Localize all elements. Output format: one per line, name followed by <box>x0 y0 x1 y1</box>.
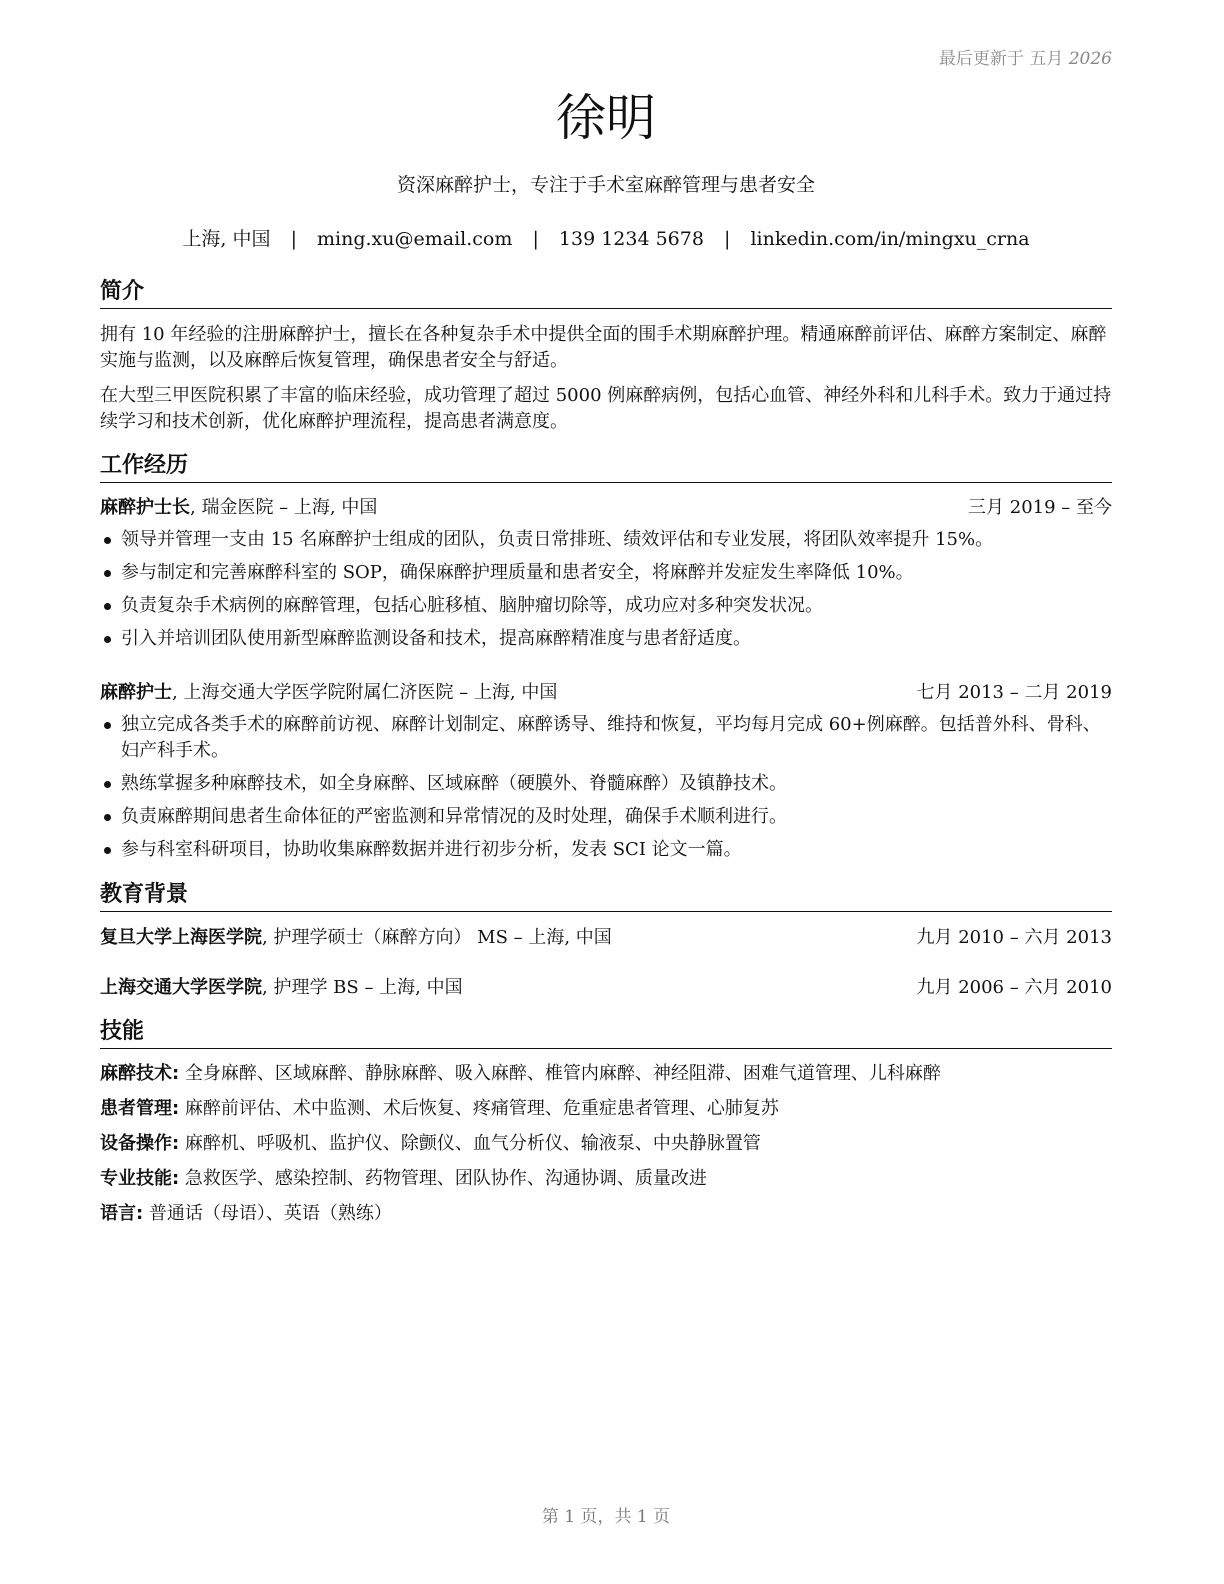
section-title-education: 教育背景 <box>100 881 1112 912</box>
contact-email[interactable]: ming.xu@email.com <box>317 228 513 250</box>
skill-row <box>100 1131 1112 1157</box>
education-dates: 九月 2010 – 六月 2013 <box>916 927 1112 948</box>
job-bullet: 熟练掌握多种麻醉技术，如全身麻醉、区域麻醉（硬膜外、脊髓麻醉）及镇静技术。 <box>100 771 1112 797</box>
education-dates: 九月 2006 – 六月 2010 <box>916 977 1112 998</box>
job-bullets <box>100 712 1112 870</box>
skill-row <box>100 1061 1112 1087</box>
candidate-name: 徐明 <box>556 89 656 147</box>
skill-label: 麻醉技术: <box>100 1063 180 1084</box>
job-bullets <box>100 527 1112 659</box>
last-updated-label: 最后更新于 五月 <box>938 49 1064 69</box>
job-bullet: 负责复杂手术病例的麻醉管理，包括心脏移植、脑肿瘤切除等，成功应对多种突发状况。 <box>100 593 1112 619</box>
contact-phone: 139 1234 5678 <box>558 228 704 250</box>
contact-separator: | <box>532 228 539 250</box>
skill-row <box>100 1096 1112 1122</box>
section-title-skills: 技能 <box>100 1018 1112 1049</box>
job-dates: 七月 2013 – 二月 2019 <box>916 682 1112 703</box>
education-school: 复旦大学上海医学院 <box>100 927 262 948</box>
skill-label: 专业技能: <box>100 1168 180 1189</box>
headline: 资深麻醉护士，专注于手术室麻醉管理与患者安全 <box>396 174 815 196</box>
education-detail: , 护理学 BS – 上海, 中国 <box>262 977 463 998</box>
contact-location: 上海, 中国 <box>182 228 271 250</box>
contact-separator: | <box>290 228 297 250</box>
job-dates: 三月 2019 – 至今 <box>968 497 1112 518</box>
skill-row <box>100 1201 1112 1227</box>
skill-value: 全身麻醉、区域麻醉、静脉麻醉、吸入麻醉、椎管内麻醉、神经阻滞、困难气道管理、儿科麻醉 <box>179 1063 941 1084</box>
skill-row <box>100 1166 1112 1192</box>
job-heading <box>100 495 1112 521</box>
contact-line <box>100 224 1112 251</box>
job-bullet: 引入并培训团队使用新型麻醉监测设备和技术，提高麻醉精准度与患者舒适度。 <box>100 626 1112 652</box>
page-footer: 第 1 页，共 1 页 <box>541 1507 671 1527</box>
job-org: , 瑞金医院 – 上海, 中国 <box>190 497 378 518</box>
skill-label: 患者管理: <box>100 1098 180 1119</box>
job-title: 麻醉护士长 <box>100 497 190 518</box>
last-updated <box>939 44 1112 69</box>
skill-value: 麻醉机、呼吸机、监护仪、除颤仪、血气分析仪、输液泵、中央静脉置管 <box>179 1133 761 1154</box>
contact-linkedin[interactable]: linkedin.com/in/mingxu_crna <box>750 228 1030 250</box>
skill-value: 普通话（母语）、英语（熟练） <box>143 1203 392 1224</box>
skill-value: 急救医学、感染控制、药物管理、团队协作、沟通协调、质量改进 <box>179 1168 707 1189</box>
job-title: 麻醉护士 <box>100 682 172 703</box>
resume-page <box>100 0 1112 1584</box>
job-bullet: 独立完成各类手术的麻醉前访视、麻醉计划制定、麻醉诱导、维持和恢复，平均每月完成 60+例麻醉。包括普外科、骨科、妇产科手术。 <box>100 712 1112 764</box>
skill-label: 设备操作: <box>100 1133 180 1154</box>
job-bullet: 领导并管理一支由 15 名麻醉护士组成的团队，负责日常排班、绩效评估和专业发展，将团队效率提升 15%。 <box>100 527 1112 553</box>
section-title-summary: 简介 <box>100 278 1112 309</box>
education-detail: , 护理学硕士（麻醉方向） MS – 上海, 中国 <box>262 927 612 948</box>
job-bullet: 参与制定和完善麻醉科室的 SOP，确保麻醉护理质量和患者安全，将麻醉并发症发生率降低 10%。 <box>100 560 1112 586</box>
section-title-experience: 工作经历 <box>100 452 1112 483</box>
contact-separator: | <box>724 228 731 250</box>
education-entry <box>100 975 1112 1001</box>
education-entry <box>100 925 1112 951</box>
skill-label: 语言: <box>100 1203 144 1224</box>
job-heading <box>100 680 1112 706</box>
summary-paragraph: 在大型三甲医院积累了丰富的临床经验，成功管理了超过 5000 例麻醉病例，包括心血管、神经外科和儿科手术。致力于通过持续学习和技术创新，优化麻醉护理流程，提高患者满意度。 <box>100 385 1112 432</box>
skill-value: 麻醉前评估、术中监测、术后恢复、疼痛管理、危重症患者管理、心肺复苏 <box>179 1098 779 1119</box>
summary-paragraph: 拥有 10 年经验的注册麻醉护士，擅长在各种复杂手术中提供全面的围手术期麻醉护理。精通麻醉前评估、麻醉方案制定、麻醉实施与监测，以及麻醉后恢复管理，确保患者安全与舒适。 <box>100 324 1107 371</box>
job-org: , 上海交通大学医学院附属仁济医院 – 上海, 中国 <box>172 682 558 703</box>
education-school: 上海交通大学医学院 <box>100 977 262 998</box>
last-updated-year: 2026 <box>1068 49 1112 69</box>
job-bullet: 参与科室科研项目，协助收集麻醉数据并进行初步分析，发表 SCI 论文一篇。 <box>100 837 1112 863</box>
job-bullet: 负责麻醉期间患者生命体征的严密监测和异常情况的及时处理，确保手术顺利进行。 <box>100 804 1112 830</box>
